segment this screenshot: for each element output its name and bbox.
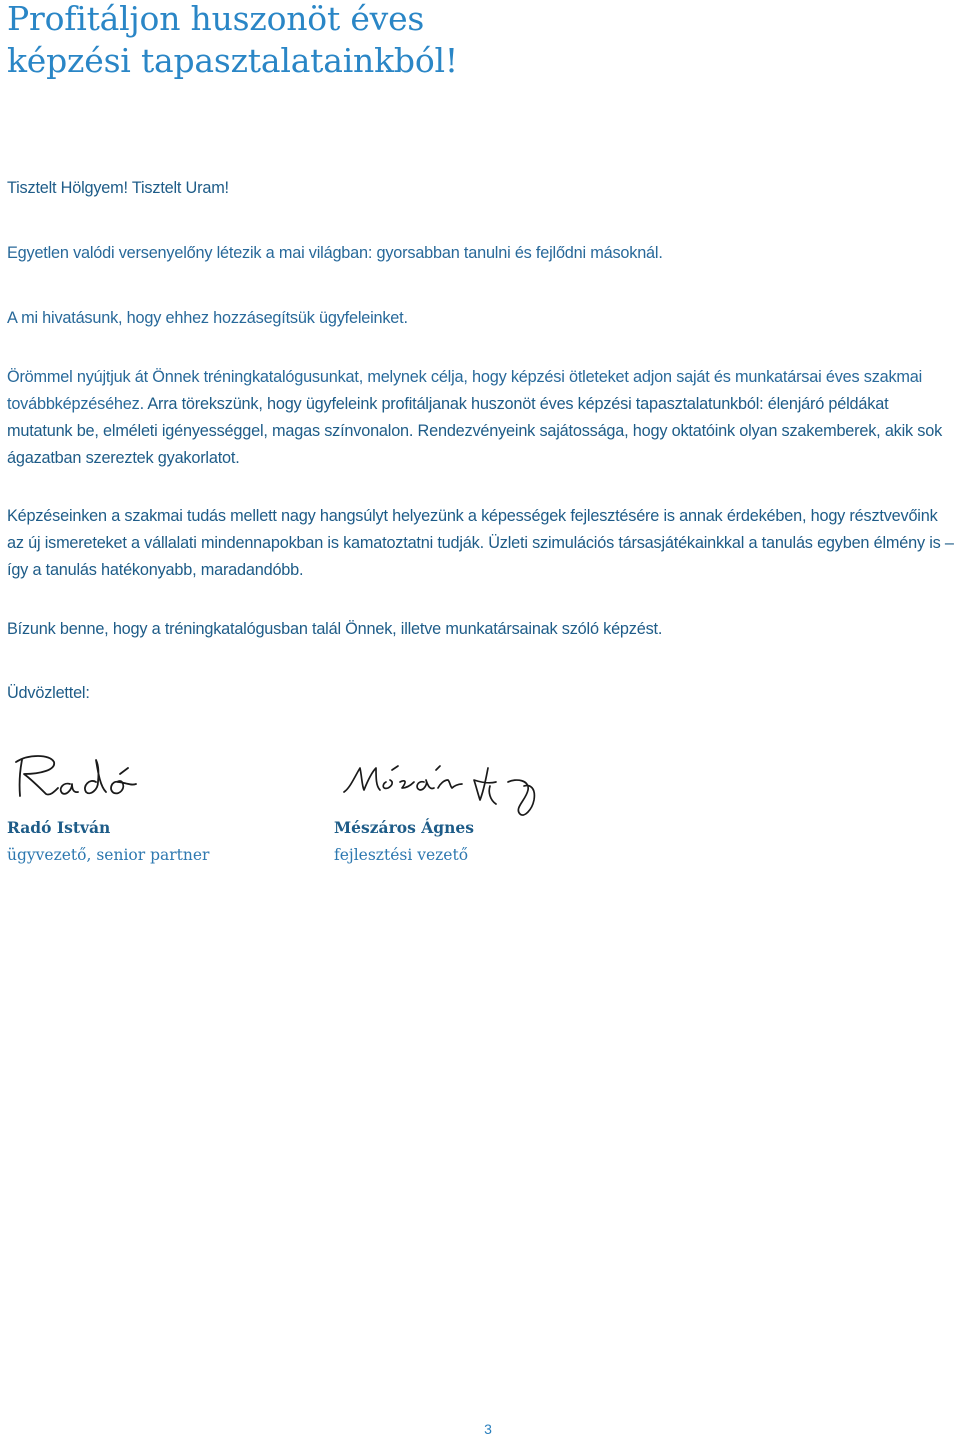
signature-rado [10, 748, 150, 808]
signatory-name-2: Mészáros Ágnes [334, 818, 474, 837]
signatory-name-1: Radó István [7, 818, 111, 837]
salutation: Tisztelt Hölgyem! Tisztelt Uram! [7, 179, 229, 197]
paragraph-mission: A mi hivatásunk, hogy ehhez hozzásegítsük ügyfeleinket. [7, 309, 408, 327]
page-title [7, 0, 458, 82]
paragraph-skills: Képzéseinken a szakmai tudás mellett nagy hangsúlyt helyezünk a képességek fejlesztésére is annak érdekében, hogy résztvevőink az új ismereteket a vállalati mindennapokban is kamatoztatni tudják. Üzleti szimulációs társasjátékainkkal a tanulás egyben élmény is – így a tanulás hatékonyabb, maradandóbb. [7, 507, 954, 579]
paragraph-competitive-advantage: Egyetlen valódi versenyelőny létezik a mai világban: gyorsabban tanulni és fejlődni másoknál. [7, 244, 663, 262]
page-title-line-1: Profitáljon huszonöt éves [7, 0, 425, 38]
signatory-role-1: ügyvezető, senior partner [7, 846, 210, 864]
signatory-role-2: fejlesztési vezető [334, 846, 469, 864]
page-number: 3 [484, 1421, 492, 1437]
paragraph-catalogue [7, 364, 955, 472]
paragraph-trust: Bízunk benne, hogy a tréningkatalógusban talál Önnek, illetve munkatársainak szóló képzést. [7, 620, 663, 638]
paragraph-catalogue-intro: Örömmel nyújtjuk át Önnek tréningkatalógusunkat, melynek célja, hogy képzési ötleteket adjon saját és munkatársai éves szakmai továbbképzéséhez. [7, 368, 923, 413]
closing: Üdvözlettel: [7, 684, 90, 702]
page-title-line-2: képzési tapasztalatainkból! [7, 41, 458, 80]
signature-rado-image [10, 748, 150, 808]
paragraph-catalogue-rest: Arra törekszünk, hogy ügyfeleink profitáljanak huszonöt éves képzési tapasztalatunkból: élenjáró példákat mutatunk be, elméleti igényességgel, magas színvonalon. Rendezvényeink sajátossága, hogy oktatóink olyan szakemberek, akik sok ágazatban szereztek gyakorlatot. [7, 395, 943, 467]
